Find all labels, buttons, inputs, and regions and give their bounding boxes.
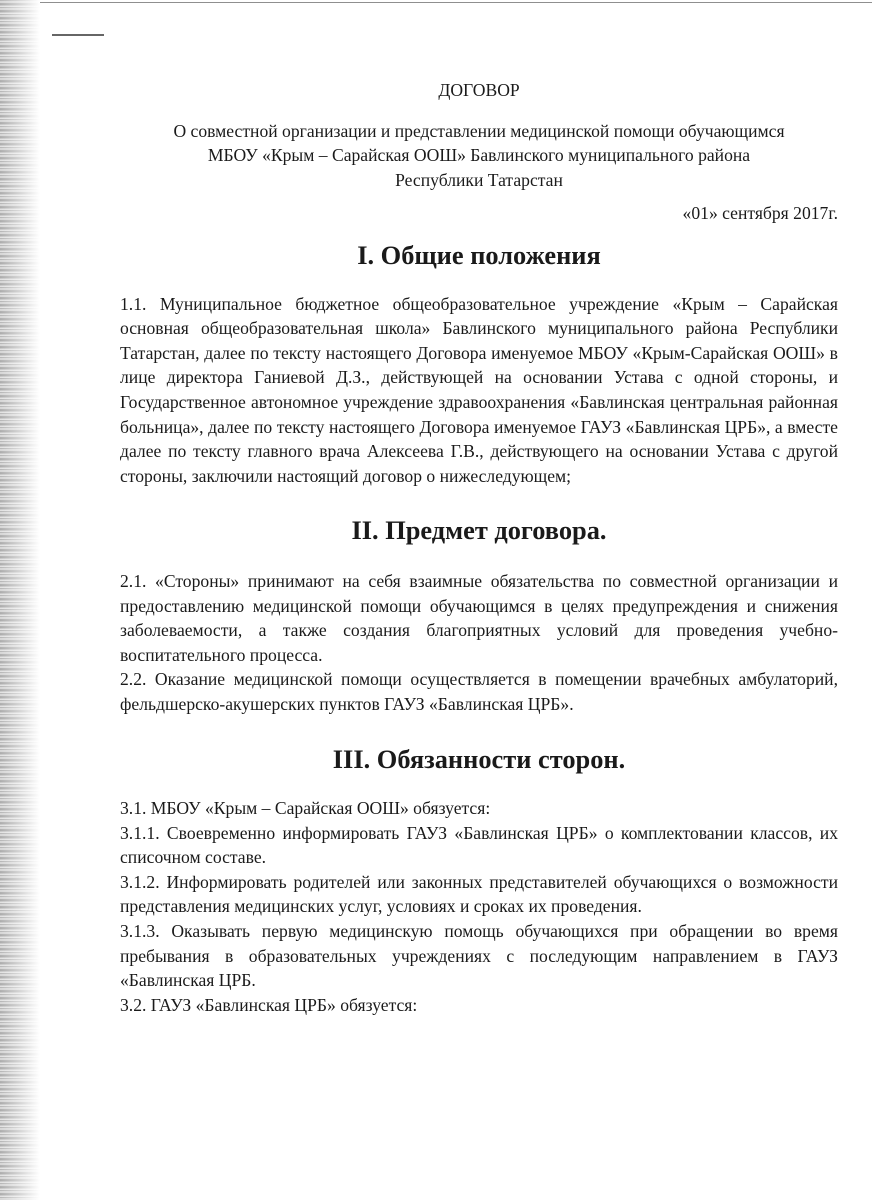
paragraph-3-1-1: 3.1.1. Своевременно информировать ГАУЗ «Бавлинская ЦРБ» о комплектовании классов, их списочном составе. xyxy=(120,822,838,868)
scan-top-line xyxy=(40,2,872,3)
document-subtitle xyxy=(120,119,838,193)
paragraph-2-2: 2.2. Оказание медицинской помощи осуществляется в помещении врачебных амбулаторий, фельдшерско-акушерских пунктов ГАУЗ «Бавлинская ЦРБ». xyxy=(120,669,838,714)
section-title-general: I. Общие положения xyxy=(357,239,601,270)
document-date: «01» сентября 2017г. xyxy=(682,203,838,224)
document-page xyxy=(120,78,838,1017)
paragraph-2-1: 2.1. «Стороны» принимают на себя взаимные обязательства по совместной организации и предоставлению медицинской помощи обучающимся в целях предупреждения и снижения заболеваемости, а также создания благоприятных условий для проведения учебно-воспитательного процесса. xyxy=(120,570,838,665)
scan-mark xyxy=(52,34,104,36)
scan-edge-artifact xyxy=(0,0,40,1200)
paragraph-3-2: 3.2. ГАУЗ «Бавлинская ЦРБ» обязуется: xyxy=(120,994,418,1015)
section-title-subject: II. Предмет договора. xyxy=(351,515,607,546)
subtitle-line: О совместной организации и представлении медицинской помощи обучающимся xyxy=(173,120,785,141)
paragraph-3-1-3: 3.1.3. Оказывать первую медицинскую помощь обучающихся при обращении во время пребывания в образовательных учреждениях с последующим направлением в ГАУЗ «Бавлинская ЦРБ. xyxy=(120,921,838,991)
paragraph-3-1-2: 3.1.2. Информировать родителей или законных представителей обучающихся о возможности представления медицинских услуг, условиях и сроках их проведения. xyxy=(120,871,838,917)
paragraph-1-1: 1.1. Муниципальное бюджетное общеобразовательное учреждение «Крым – Сарайская основная общеобразовательная школа» Бавлинского муниципального района Республики Татарстан, далее по тексту настоящего Договора именуемое МБОУ «Крым-Сарайская ООШ» в лице директора Ганиевой Д.З., действующей на основании Устава с одной стороны, и Государственное автономное учреждение здравоохранения «Бавлинская центральная районная больница», далее по тексту настоящего Договора именуемое ГАУЗ «Бавлинская ЦРБ», а вместе далее по тексту главного врача Алексеева Г.В., действующего на основании Устава с другой стороны, заключили настоящий договор о нижеследующем; xyxy=(120,293,838,486)
paragraph-3-1: 3.1. МБОУ «Крым – Сарайская ООШ» обязуется: xyxy=(120,798,491,819)
subtitle-line: Республики Татарстан xyxy=(395,169,563,190)
subtitle-line: МБОУ «Крым – Сарайская ООШ» Бавлинского муниципального района xyxy=(207,145,751,166)
section-title-obligations: III. Обязанности сторон. xyxy=(332,744,626,775)
document-title: ДОГОВОР xyxy=(438,80,520,100)
